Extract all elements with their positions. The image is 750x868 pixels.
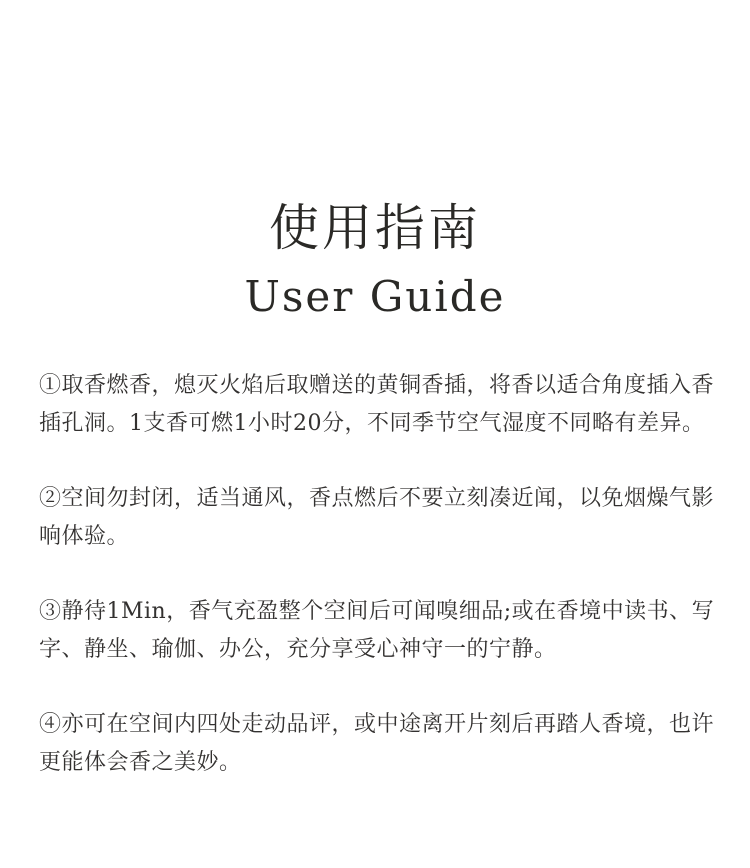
guide-step-2: ②空间勿封闭，适当通风，香点燃后不要立刻凑近闻，以免烟燥气影响体验。 <box>39 486 715 549</box>
guide-step-3: ③静待1Min，香气充盈整个空间后可闻嗅细品;或在香境中读书、写字、静坐、瑜伽、办公，充分享受心神守一的宁静。 <box>39 599 715 662</box>
guide-step-4: ④亦可在空间内四处走动品评，或中途离开片刻后再踏人香境，也许更能体会香之美妙。 <box>39 712 715 775</box>
guide-step-1: ①取香燃香，熄灭火焰后取赠送的黄铜香插，将香以适合角度插入香插孔洞。1支香可燃1小时20分，不同季节空气湿度不同略有差异。 <box>39 373 715 436</box>
page-title: 使用指南 <box>269 199 481 257</box>
guide-steps <box>39 367 719 782</box>
page-subtitle: User Guide <box>244 272 506 321</box>
